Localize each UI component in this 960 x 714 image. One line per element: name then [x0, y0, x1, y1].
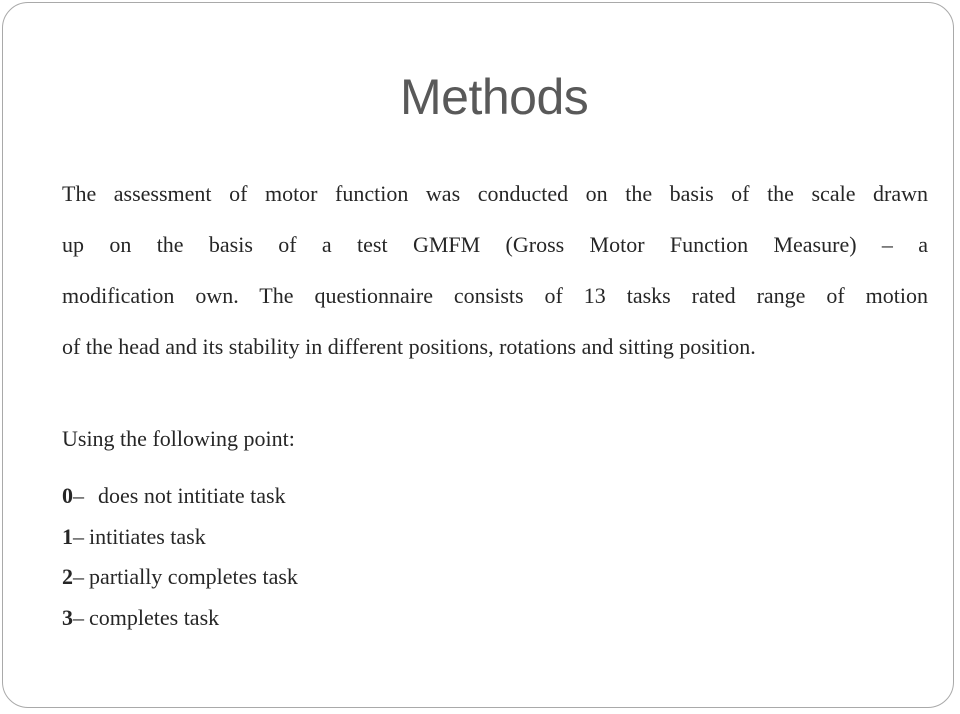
scale-number: 1	[62, 523, 73, 549]
scale-item	[62, 524, 298, 565]
scale-dash: –	[73, 523, 84, 549]
scale-item	[62, 564, 298, 605]
scale-number: 2	[62, 564, 73, 589]
paragraph-line: of the head and its stability in different positions, rotations and sitting position.	[62, 334, 756, 359]
scale-text: does not intitiate task	[98, 483, 286, 508]
scale-text: intitiates task	[89, 523, 206, 549]
scale-dash: –	[73, 604, 84, 630]
scale-item	[62, 605, 298, 646]
paragraph-line: up on the basis of a test GMFM (Gross Motor Function Measure) – a	[62, 232, 928, 257]
scale-intro: Using the following point:	[62, 426, 295, 451]
scale-item	[62, 483, 298, 524]
scale-number: 0	[62, 483, 73, 508]
paragraph-line: modification own. The questionnaire consists of 13 tasks rated range of motion	[62, 283, 928, 308]
slide-title: Methods	[400, 69, 589, 125]
scale-dash: –	[73, 483, 84, 508]
scale-text: partially completes task	[89, 564, 298, 589]
body-paragraph	[62, 168, 928, 372]
scale-dash: –	[73, 564, 84, 589]
scale-number: 3	[62, 604, 73, 630]
scale-list	[62, 483, 298, 645]
paragraph-line: The assessment of motor function was conducted on the basis of the scale drawn	[62, 181, 928, 206]
scale-text: completes task	[89, 604, 220, 630]
